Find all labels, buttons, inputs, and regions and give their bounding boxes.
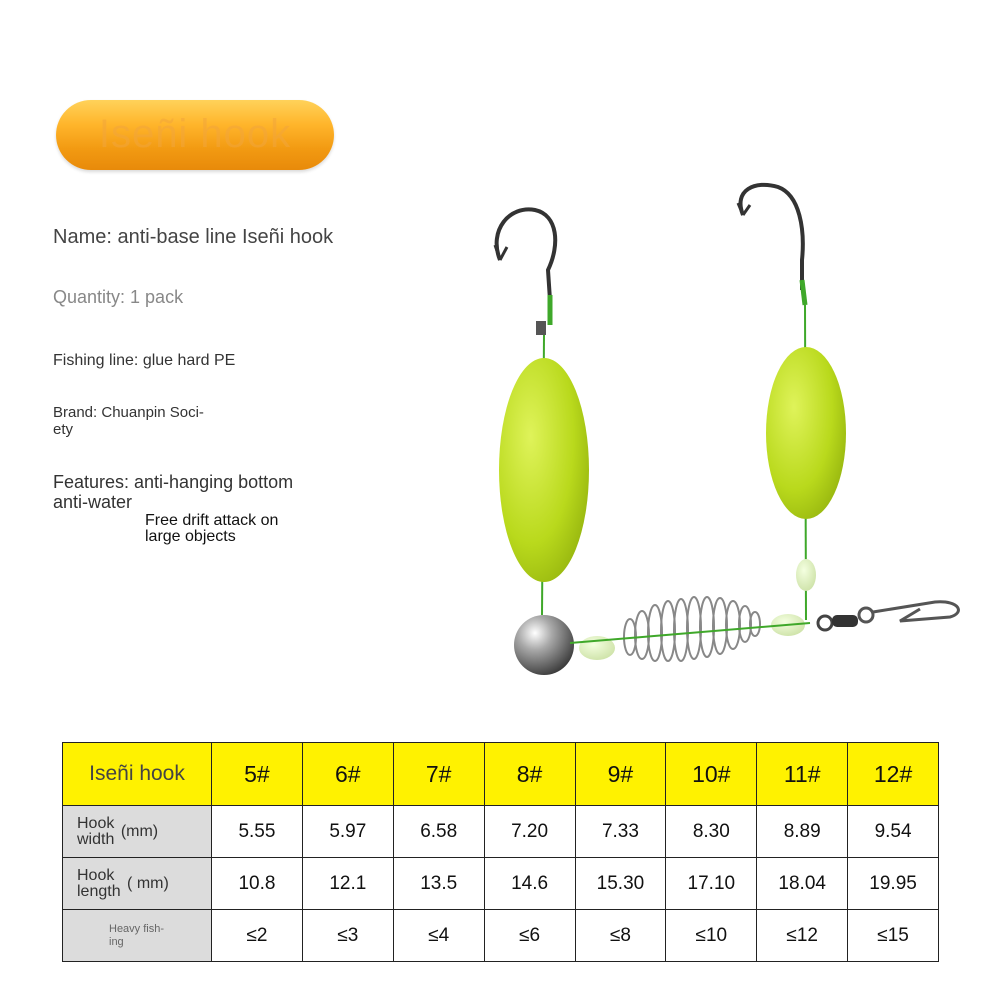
table-cell: 14.6 (484, 858, 575, 910)
table-cell: ≤8 (575, 910, 666, 962)
table-cell: 6.58 (393, 806, 484, 858)
size-header: 5# (212, 743, 303, 806)
table-header-row (63, 743, 939, 806)
size-header: 12# (848, 743, 939, 806)
product-name: Name: anti-base line Iseñi hook (53, 226, 334, 248)
right-float (766, 347, 846, 519)
table-cell: 12.1 (302, 858, 393, 910)
table-row (63, 806, 939, 858)
row-label (63, 806, 212, 858)
table-cell: 18.04 (757, 858, 848, 910)
table-cell: 13.5 (393, 858, 484, 910)
right-hook-icon (741, 185, 803, 290)
table-cell: 5.55 (212, 806, 303, 858)
table-row (63, 858, 939, 910)
size-header: 8# (484, 743, 575, 806)
row-unit: ( mm) (127, 874, 169, 892)
sinker-ball (514, 615, 574, 675)
spec-table (62, 742, 939, 962)
table-cell: 7.20 (484, 806, 575, 858)
row-label (63, 858, 212, 910)
table-cell: 9.54 (848, 806, 939, 858)
row-label-text: Hook length (77, 866, 121, 900)
size-header: 10# (666, 743, 757, 806)
banner-title: Iseñi hook (98, 112, 292, 156)
table-cell: 17.10 (666, 858, 757, 910)
product-image (480, 175, 1000, 695)
table-header-label: Iseñi hook (63, 743, 212, 806)
row-unit: (mm) (120, 822, 159, 840)
bead (796, 559, 816, 591)
table-cell: ≤2 (212, 910, 303, 962)
table-cell: ≤15 (848, 910, 939, 962)
left-hook-icon (497, 209, 556, 300)
table-cell: 7.33 (575, 806, 666, 858)
size-header: 7# (393, 743, 484, 806)
table-cell: 5.97 (302, 806, 393, 858)
quantity: Quantity: 1 pack (53, 287, 184, 307)
table-cell: 10.8 (212, 858, 303, 910)
row-label (63, 910, 212, 962)
table-cell: ≤6 (484, 910, 575, 962)
row-label-text: Hook width (77, 814, 115, 848)
size-header: 6# (302, 743, 393, 806)
table-cell: ≤10 (666, 910, 757, 962)
table-cell: 15.30 (575, 858, 666, 910)
table-cell: ≤3 (302, 910, 393, 962)
table-row (63, 910, 939, 962)
brand: Brand: Chuanpin Soci- ety (53, 404, 204, 438)
table-cell: 8.30 (666, 806, 757, 858)
title-banner (56, 100, 334, 170)
table-cell: 19.95 (848, 858, 939, 910)
features: Features: anti-hanging bottom anti-water (53, 472, 294, 512)
fishing-line: Fishing line: glue hard PE (53, 352, 236, 369)
drift-feature: Free drift attack on large objects (145, 512, 279, 545)
table-cell: ≤4 (393, 910, 484, 962)
table-cell: 8.89 (757, 806, 848, 858)
size-header: 11# (757, 743, 848, 806)
size-header: 9# (575, 743, 666, 806)
row-label-text: Heavy fish- ing (109, 922, 165, 948)
left-float (499, 358, 589, 582)
table-cell: ≤12 (757, 910, 848, 962)
swivel-snap-icon (818, 602, 958, 630)
